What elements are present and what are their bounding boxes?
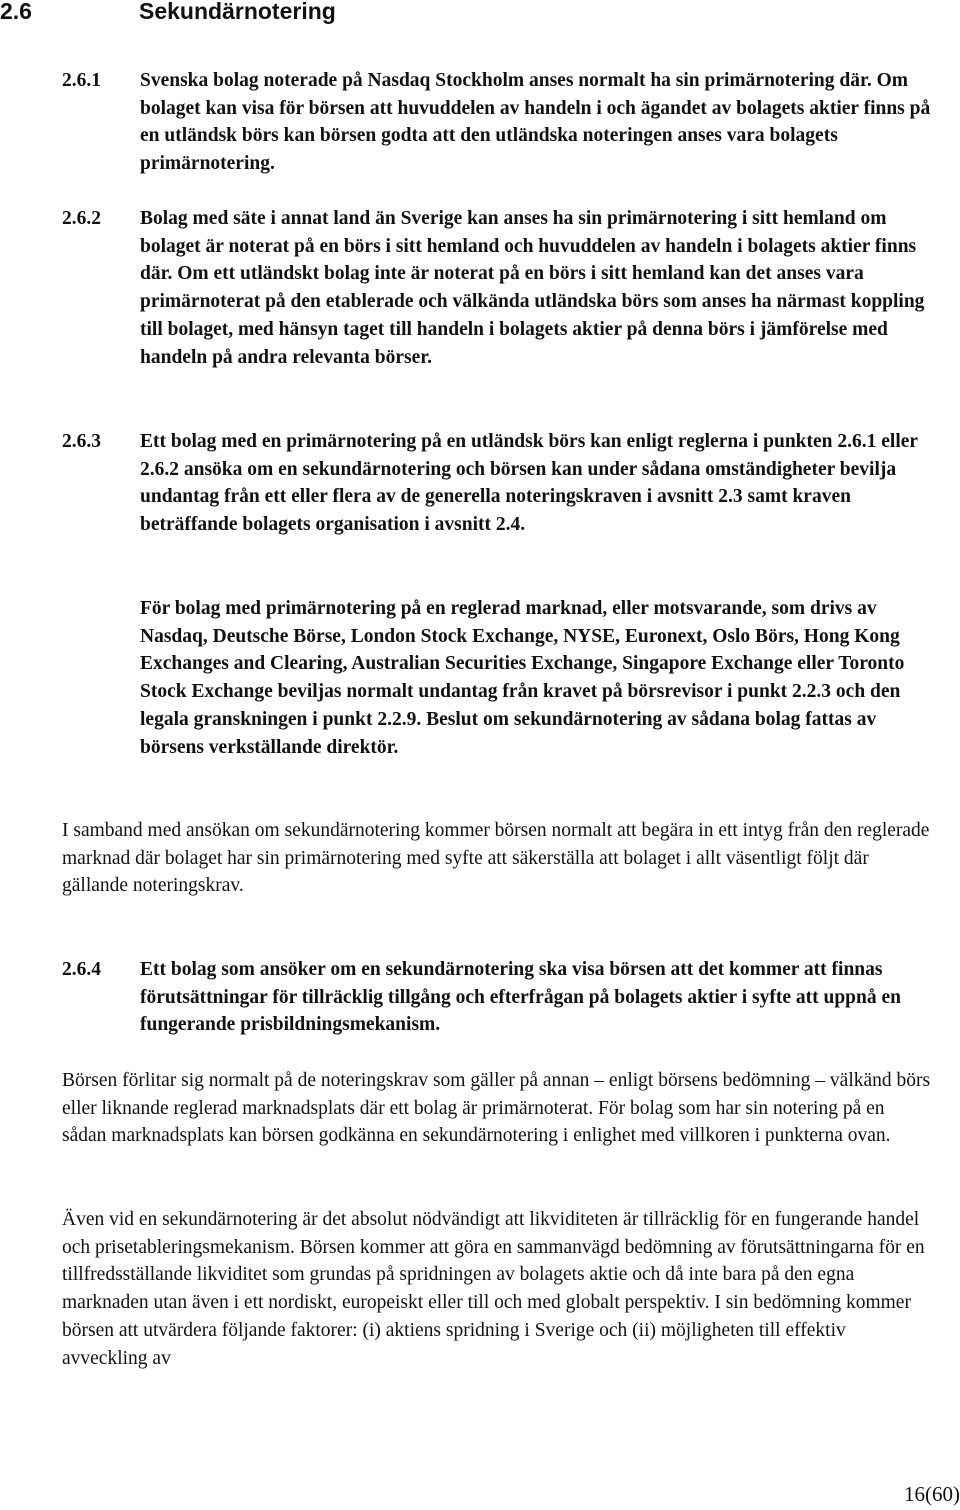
subsection-2-6-3 bbox=[62, 428, 932, 539]
subsection-2-6-4 bbox=[62, 956, 932, 1039]
subsection-number: 2.6.4 bbox=[62, 959, 101, 980]
subsection-number: 2.6.1 bbox=[62, 70, 101, 91]
commentary-paragraph: I samband med ansökan om sekundärnotering kommer börsen normalt att begära in ett intyg från den reglerade marknad där bolaget har sin primärnotering med syfte att säkerställa att bolaget i allt väsentligt följt där gällande noteringskrav. bbox=[62, 820, 930, 897]
subsection-number: 2.6.3 bbox=[62, 431, 101, 452]
subsection-2-6-1 bbox=[62, 67, 932, 178]
section-heading-title: Sekundärnotering bbox=[139, 0, 336, 24]
subsection-number: 2.6.2 bbox=[62, 208, 101, 229]
subsection-text: Ett bolag med en primärnotering på en utländsk börs kan enligt reglerna i punkten 2.6.1 eller 2.6.2 ansöka om en sekundärnotering och börsen kan under sådana omständigheter bevilja undantag från ett eller flera av de generella noteringskraven i avsnitt 2.3 samt kraven beträffande bolagets organisation i avsnitt 2.4. bbox=[140, 431, 918, 536]
commentary-paragraph: Börsen förlitar sig normalt på de noteringskrav som gäller på annan – enligt börsens bedömning – välkänd börs eller liknande reglerad marknadsplats där ett bolag är primärnoterat. För bolag som har sin notering på en sådan marknadsplats kan börsen godkänna en sekundärnotering i enlighet med villkoren i punkterna ovan. bbox=[62, 1070, 931, 1147]
page-number: 16(60) bbox=[904, 1482, 960, 1506]
section-heading bbox=[0, 0, 336, 28]
subsection-2-6-2 bbox=[62, 205, 932, 371]
subsection-text: Svenska bolag noterade på Nasdaq Stockholm anses normalt ha sin primärnotering där. Om bolaget kan visa för börsen att huvuddelen av handeln i och ägandet av bolagets aktier finns på en utländsk börs kan börsen godta att den utländska noteringen anses vara bolagets primärnotering. bbox=[140, 70, 931, 175]
subsection-text: Ett bolag som ansöker om en sekundärnotering ska visa börsen att det kommer att finnas förutsättningar för tillräcklig tillgång och efterfrågan på bolagets aktier i syfte att uppnå en fungerande prisbildningsmekanism. bbox=[140, 959, 901, 1036]
subsection-text: Bolag med säte i annat land än Sverige kan anses ha sin primärnotering i sitt hemland om bolaget är noterat på en börs i sitt hemland och huvuddelen av handeln i bolagets aktier finns där. Om ett utländskt bolag inte är noterat på en börs i sitt hemland kan det anses vara primärnoterat på den etablerade och välkända utländska börs som anses ha närmast koppling till bolaget, med hänsyn taget till handeln i bolagets aktier på denna börs i jämförelse med handeln på andra relevanta börser. bbox=[140, 208, 925, 368]
commentary-paragraph: Även vid en sekundärnotering är det absolut nödvändigt att likviditeten är tillräcklig för en fungerande handel och prisetableringsmekanism. Börsen kommer att göra en sammanvägd bedömning av förutsättningarna för en tillfredsställande likviditet som grundas på spridningen av bolagets aktie och då inte bara på den egna marknaden utan även i ett nordiskt, europeiskt eller till och med globalt perspektiv. I sin bedömning kommer börsen att utvärdera följande faktorer: (i) aktiens spridning i Sverige och (ii) möjligheten till effektiv avveckling av bbox=[62, 1209, 925, 1369]
exemption-paragraph: För bolag med primärnotering på en reglerad marknad, eller motsvarande, som drivs av Nasdaq, Deutsche Börse, London Stock Exchange, NYSE, Euronext, Oslo Börs, Hong Kong Exchanges and Clearing, Australian Securities Exchange, Singapore Exchange eller Toronto Stock Exchange beviljas normalt undantag från kravet på börsrevisor i punkt 2.2.3 och den legala granskningen i punkt 2.2.9. Beslut om sekundärnotering av sådana bolag fattas av börsens verkställande direktör. bbox=[140, 598, 905, 758]
section-heading-number: 2.6 bbox=[0, 0, 32, 24]
